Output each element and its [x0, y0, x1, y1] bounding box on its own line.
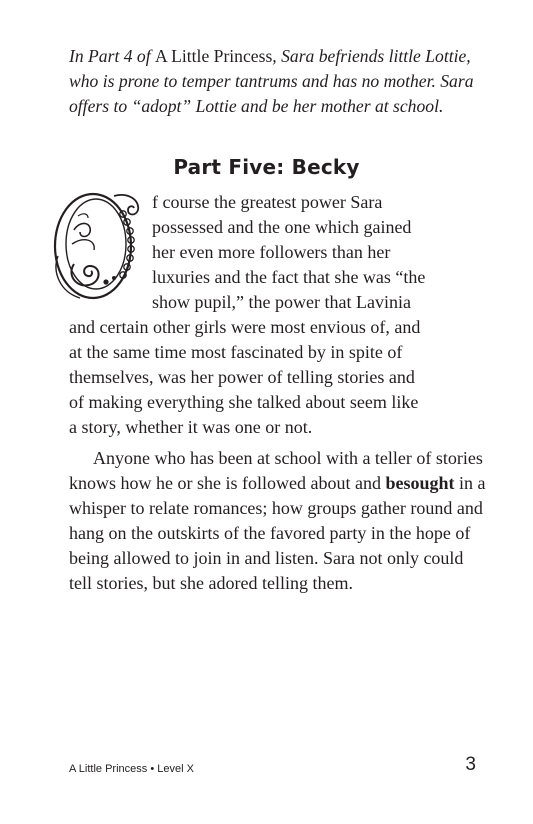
paragraph-1-line: and certain other girls were most envious of, and	[69, 317, 421, 337]
paragraph-2-text-start: Anyone who has been at school with a teller of stories knows how he or she is followed about and	[69, 448, 483, 493]
footer-book-level: A Little Princess • Level X	[69, 763, 194, 775]
paragraph-1-line: a story, whether it was one or not.	[69, 417, 313, 437]
section-heading: Part Five: Becky	[173, 155, 360, 179]
page-number: 3	[465, 754, 476, 775]
paragraph-1-line: luxuries and the fact that she was “the	[152, 267, 426, 287]
paragraph-1-line: of making everything she talked about seem like	[69, 392, 419, 412]
drop-cap-o	[44, 186, 148, 304]
paragraph-1-line: themselves, was her power of telling stories and	[69, 367, 415, 387]
summary-text-end: , Sara befriends little Lottie, who is prone to temper tantrums and has no mother. Sara offers to “adopt” Lottie and be her mother at school.	[69, 46, 474, 116]
ornate-o-icon	[44, 186, 148, 304]
chapter-summary	[69, 44, 489, 119]
paragraph-1-line: her even more followers than her	[152, 242, 391, 262]
paragraph-1-line: show pupil,” the power that Lavinia	[152, 292, 411, 312]
paragraph-2-text-end: in a whisper to relate romances; how groups gather round and hang on the outskirts of the favored party in the hope of being allowed to join in and listen. Sara not only could tell stories, but she adored telling them.	[69, 473, 486, 593]
summary-book-title: A Little Princess	[155, 46, 273, 66]
paragraph-1-line: possessed and the one which gained	[152, 217, 412, 237]
summary-text-start: In Part 4 of	[69, 46, 156, 66]
paragraph-1-line: at the same time most fascinated by in spite of	[69, 342, 403, 362]
paragraph-1-line: f course the greatest power Sara	[152, 192, 383, 212]
paragraph-2	[69, 446, 489, 596]
vocabulary-word: besought	[385, 473, 455, 493]
